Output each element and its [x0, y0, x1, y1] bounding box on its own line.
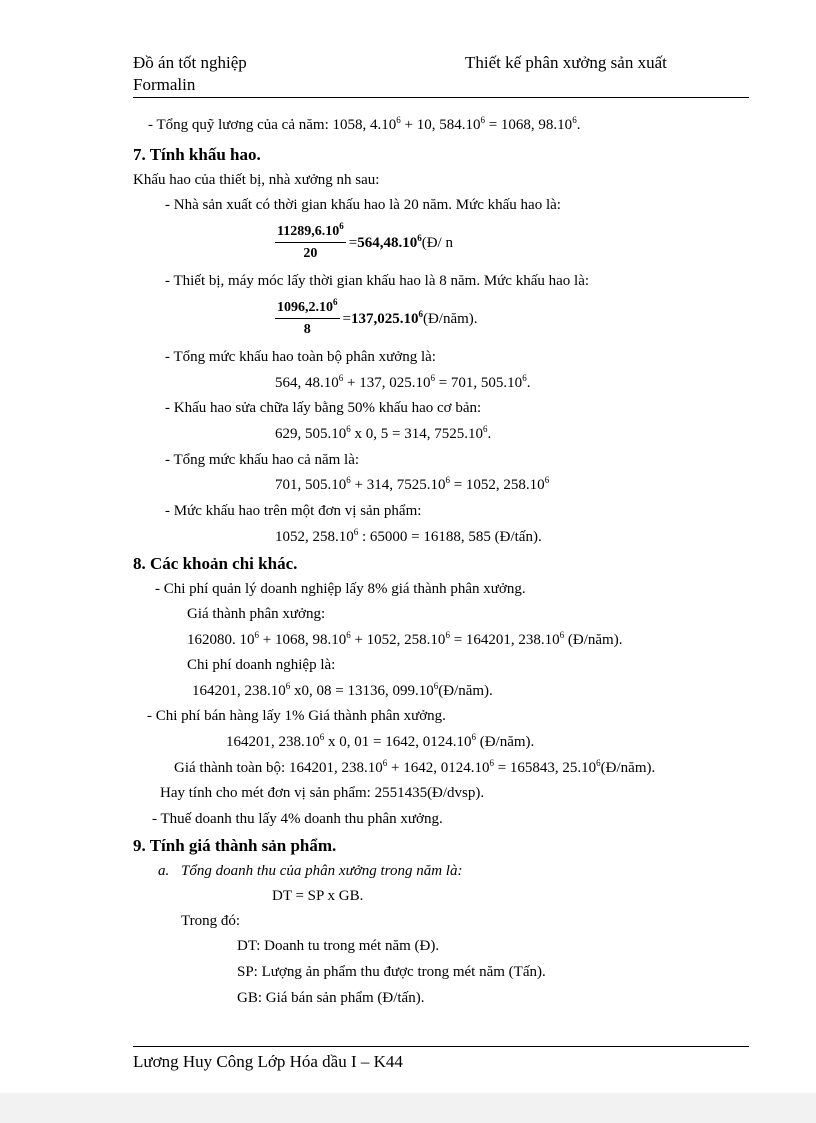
- text-line: Trong đó:: [181, 913, 241, 929]
- text-line: - Nhà sản xuất có thời gian khấu hao là 20 năm. Mức khấu hao là:: [165, 197, 561, 213]
- formula-line: DT = SP x GB.: [272, 888, 364, 904]
- text-line: Khấu hao của thiết bị, nhà xưởng nh sau:: [133, 172, 380, 188]
- text-line: - Thuế doanh thu lấy 4% doanh thu phân xưởng.: [152, 811, 443, 827]
- definition-line: GB: Giá bán sản phẩm (Đ/tấn).: [237, 990, 425, 1006]
- header-subtitle: Formalin: [133, 75, 196, 94]
- page-bottom-band: [0, 1093, 816, 1123]
- text-line: - Khấu hao sửa chữa lấy bằng 50% khấu hao cơ bản:: [165, 400, 482, 416]
- header-right-title: Thiết kế phân xưởng sản xuất: [465, 53, 667, 72]
- text-line: - Chi phí bán hàng lấy 1% Giá thành phân xưởng.: [147, 708, 446, 724]
- text-line: - Tổng quỹ lương của cả năm: 1058, $4.10^6 + 10$, $584.10^6 = 1068$, 98.10$^6$.: [148, 115, 581, 133]
- text-line: - Tổng mức khấu hao toàn bộ phân xưởng là:: [165, 349, 436, 365]
- list-marker: a.: [158, 863, 170, 879]
- text-line: Hay tính cho mét đơn vị sản phẩm: 2551435(Đ/dvsp).: [160, 785, 485, 801]
- formula-line: 564, $48.10^6 + 137$, $025.10^6 = 701$, 505.10$^6$.: [275, 373, 531, 391]
- text-line: Giá thành phân xưởng:: [187, 606, 326, 622]
- formula-line: 1052, 258.10$^6$ : 65000 = 16188, 585 (Đ/tấn).: [275, 527, 542, 545]
- text-line: Chi phí doanh nghiệp là:: [187, 657, 336, 673]
- formula-line: 162080. $10^6 + 1068$, $98.10^6 + 1052$, $258.10^6 = 164201$, 238.10$^6$ (Đ/năm).: [187, 630, 623, 648]
- footer-divider: [133, 1046, 749, 1047]
- formula-line: 701, $505.10^6 + 314$, $7525.10^6 = 1052$, 258.10$^6$: [275, 475, 550, 493]
- section-heading-9: 9. Tính giá thành sản phẩm.: [133, 836, 337, 855]
- formula-line: 629, 505.10$^6$ x 0, 5 = 314, 7525.10$^6$.: [275, 424, 492, 442]
- definition-line: DT: Doanh tu trong mét năm (Đ).: [237, 938, 440, 954]
- text-line: - Chi phí quản lý doanh nghiệp lấy 8% giá thành phân xưởng.: [155, 581, 526, 597]
- formula-fraction-1: $\frac{11289,6.10^6}{20}$ = 564,48.10$^6$ (Đ/ n: [277, 221, 453, 261]
- formula-line: 164201, 238.10$^6$ x0, 08 = 13136, 099.10$^6$(Đ/năm).: [192, 681, 493, 699]
- section-heading-8: 8. Các khoản chi khác.: [133, 554, 298, 573]
- footer-text: Lương Huy Công Lớp Hóa dầu I – K44: [133, 1052, 403, 1071]
- text-line: - Thiết bị, máy móc lấy thời gian khấu hao là 8 năm. Mức khấu hao là:: [165, 273, 590, 289]
- formula-fraction-2: $\frac{1096,2.10^6}{8}$ = 137,025.10$^6$ (Đ/năm).: [277, 297, 478, 337]
- definition-line: SP: Lượng ản phẩm thu được trong mét năm (Tấn).: [237, 964, 546, 980]
- header-title: Đồ án tốt nghiệp: [133, 53, 247, 72]
- text-line: - Tổng mức khấu hao cả năm là:: [165, 452, 360, 468]
- formula-line: 164201, 238.10$^6$ x 0, 01 = 1642, 0124.10$^6$ (Đ/năm).: [226, 732, 535, 750]
- subsection-heading: Tổng doanh thu của phân xưởng trong năm là:: [181, 863, 463, 879]
- formula-line: Giá thành toàn bộ: 164201, $238.10^6 + 1642$, $0124.10^6 = 165843$, 25.10$^6$(Đ/năm).: [174, 758, 656, 776]
- section-heading-7: 7. Tính khấu hao.: [133, 145, 261, 164]
- header-divider: [133, 97, 749, 98]
- text-line: - Mức khấu hao trên một đơn vị sản phẩm:: [165, 503, 422, 519]
